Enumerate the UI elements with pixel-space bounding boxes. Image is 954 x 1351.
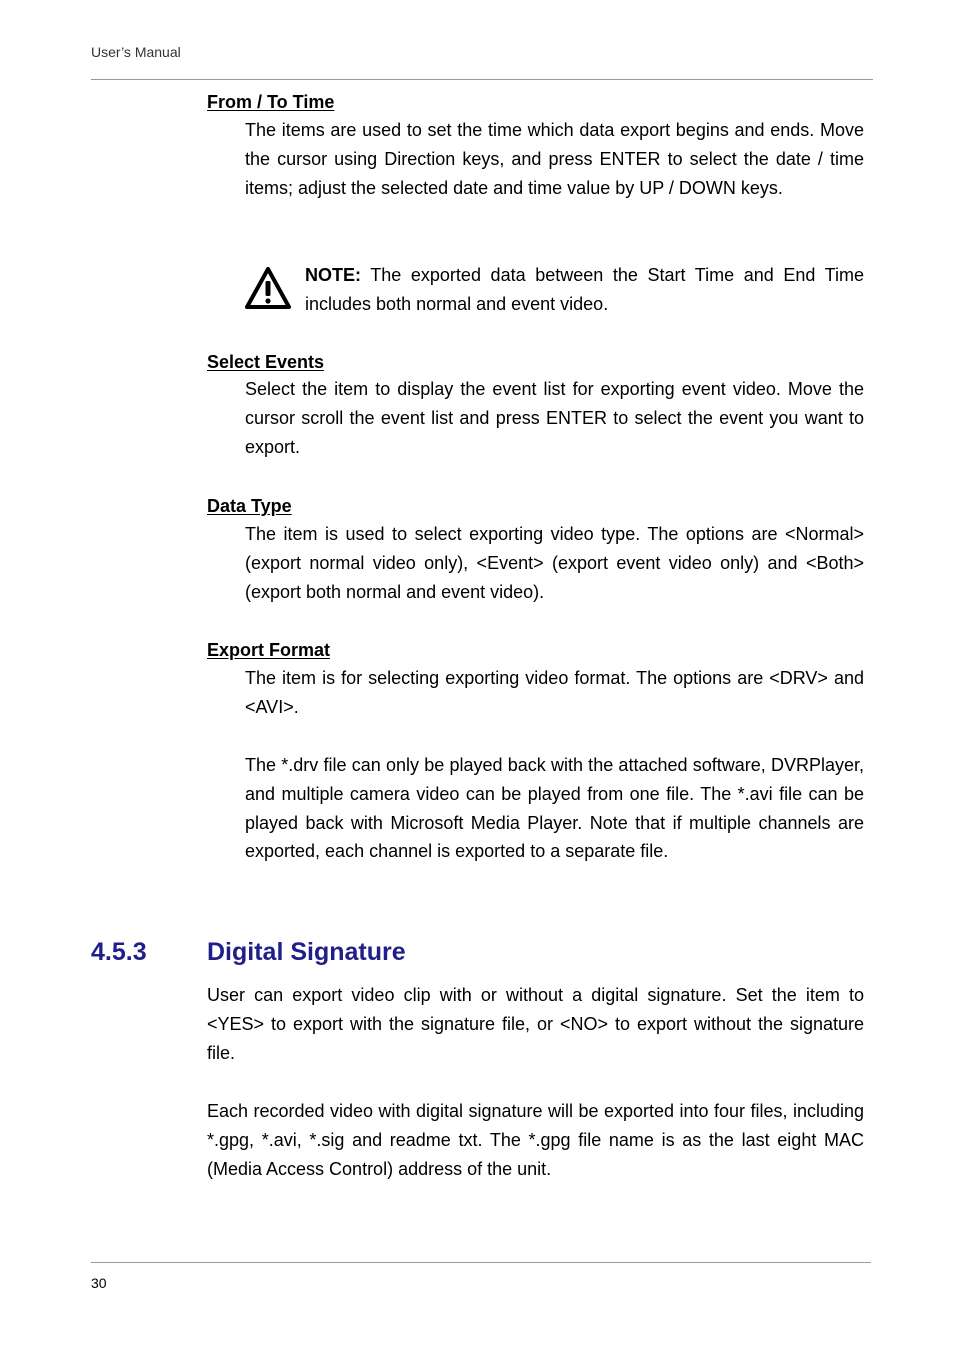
select-events-text: Select the item to display the event list for exporting event video. Move the cursor scroll the event list and press ENTER to select the event you want to export.	[245, 379, 864, 457]
export-format-text-1: The item is for selecting exporting video format. The options are <DRV> and <AVI>.	[245, 668, 864, 717]
export-format-text-2: The *.drv file can only be played back with the attached software, DVRPlayer, and multiple camera video can be played from one file. The *.avi file can be played back with Microsoft Media Player. Note that if multiple channels are exported, each channel is exported to a separate file.	[245, 755, 864, 862]
digital-signature-text-1: User can export video clip with or without a digital signature. Set the item to <YES> to export with the signature file, or <NO> to export without the signature file.	[207, 985, 864, 1063]
page-number: 30	[91, 1275, 107, 1291]
note-label: NOTE:	[305, 265, 361, 285]
from-to-time-text: The items are used to set the time which data export begins and ends. Move the cursor using Direction keys, and press ENTER to select the date / time items; adjust the selected date and time value by UP / DOWN keys.	[245, 120, 864, 198]
section-number: 4.5.3	[91, 938, 147, 966]
note-block	[305, 261, 864, 319]
warning-triangle-icon	[244, 266, 292, 310]
header-rule	[91, 79, 873, 80]
export-format-heading: Export Format	[207, 640, 331, 660]
select-events-heading: Select Events	[207, 352, 325, 372]
section-title: Digital Signature	[207, 938, 406, 966]
data-type-text: The item is used to select exporting video type. The options are <Normal> (export normal video only), <Event> (export event video only) and <Both> (export both normal and event video).	[245, 524, 864, 602]
note-text: The exported data between the Start Time and End Time includes both normal and event video.	[305, 265, 864, 314]
from-to-time-heading: From / To Time	[207, 92, 335, 112]
header-title: User’s Manual	[91, 44, 181, 60]
data-type-heading: Data Type	[207, 496, 292, 516]
footer-rule	[91, 1262, 871, 1263]
digital-signature-text-2: Each recorded video with digital signature will be exported into four files, including *.gpg, *.avi, *.sig and readme txt. The *.gpg file name is as the last eight MAC (Media Access Control) address of the unit.	[207, 1101, 864, 1179]
